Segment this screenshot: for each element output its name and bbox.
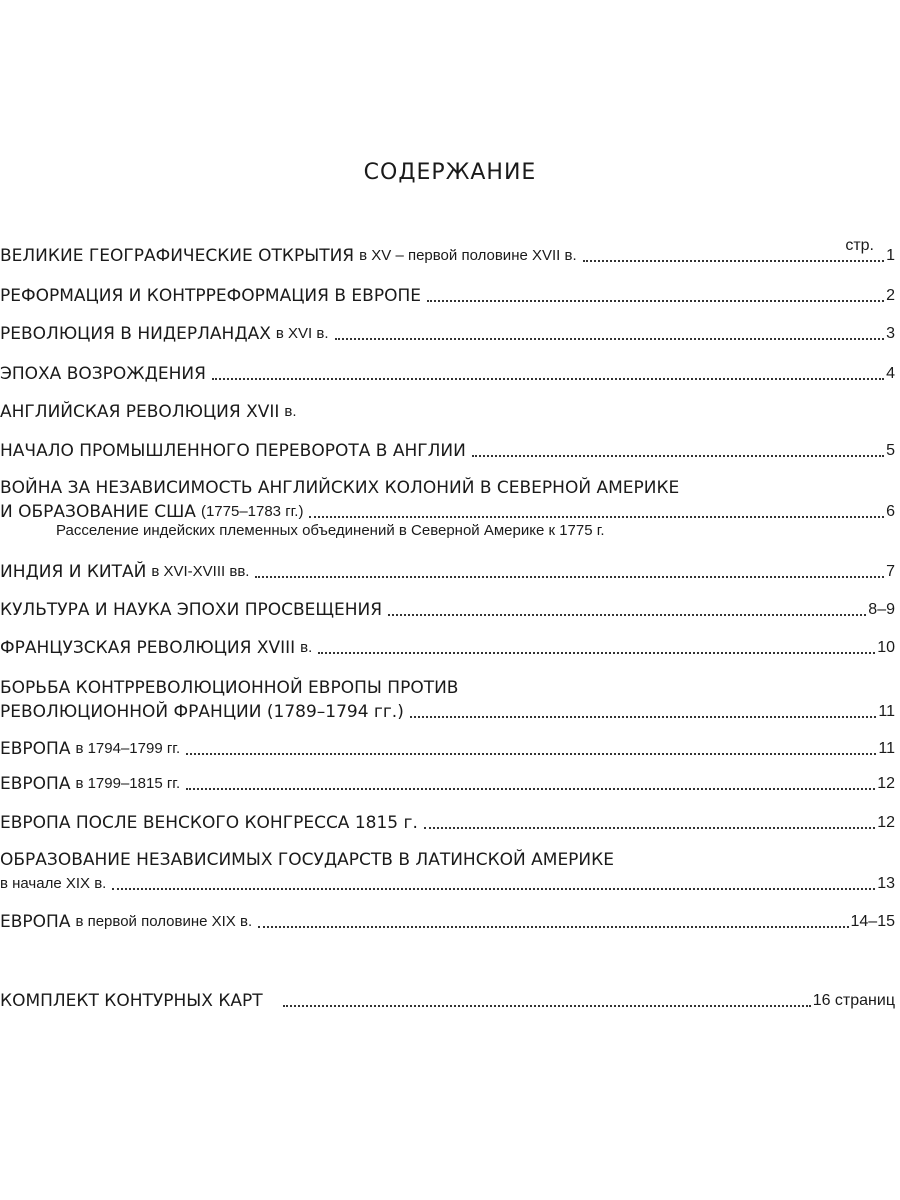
toc-entry[interactable]: [0, 811, 895, 835]
toc-entry-title: ЭПОХА ВОЗРОЖДЕНИЯ: [0, 364, 206, 384]
toc-entry-page: 13: [877, 875, 895, 892]
toc-entry-page: 8–9: [868, 601, 895, 618]
toc-entry[interactable]: [0, 676, 895, 724]
toc-entry-subtitle: в.: [284, 403, 297, 420]
toc-entry-page: 14–15: [850, 913, 895, 930]
toc-entry-title: РЕФОРМАЦИЯ И КОНТРРЕФОРМАЦИЯ В ЕВРОПЕ: [0, 286, 421, 306]
toc-entry[interactable]: [0, 400, 895, 424]
dot-leader: [410, 716, 877, 718]
dot-leader: [112, 888, 875, 890]
toc-entry[interactable]: [0, 848, 895, 896]
toc-entry[interactable]: [0, 598, 895, 622]
dot-leader: [335, 338, 885, 340]
dot-leader: [186, 788, 875, 790]
page-title: СОДЕРЖАНИЕ: [363, 160, 537, 185]
toc-entry-page: 3: [886, 325, 895, 342]
toc-entry-title: ЕВРОПА ПОСЛЕ ВЕНСКОГО КОНГРЕССА 1815 г.: [0, 813, 418, 833]
page-column-label: стр.: [845, 237, 874, 254]
toc-entry-title: КУЛЬТУРА И НАУКА ЭПОХИ ПРОСВЕЩЕНИЯ: [0, 600, 383, 620]
toc-entry-title: ЕВРОПА: [0, 774, 71, 794]
toc-entry[interactable]: [0, 476, 895, 524]
toc-entry-page: 4: [886, 365, 895, 382]
toc-entry-subtitle: в 1794–1799 гг.: [75, 740, 181, 757]
toc-entry-page: 5: [886, 442, 895, 459]
toc-entry-page: 2: [886, 287, 895, 304]
toc-entry-title: НАЧАЛО ПРОМЫШЛЕННОГО ПЕРЕВОРОТА В АНГЛИИ: [0, 441, 466, 461]
toc-entry[interactable]: [0, 244, 895, 268]
dot-leader: [258, 926, 848, 928]
toc-entry-subtitle: в XV – первой половине XVII в.: [359, 247, 577, 264]
toc-entry-subtitle: в XVI-XVIII вв.: [151, 563, 250, 580]
toc-entry[interactable]: [0, 737, 895, 761]
toc-entry-page: 11: [878, 703, 895, 720]
toc-entry-page: 12: [877, 775, 895, 792]
toc-entry[interactable]: [0, 772, 895, 796]
toc-subentry[interactable]: Расселение индейских племенных объединений в Северной Америке к 1775 г.: [56, 522, 605, 539]
toc-entry-title: ВЕЛИКИЕ ГЕОГРАФИЧЕСКИЕ ОТКРЫТИЯ: [0, 246, 355, 266]
toc-entry[interactable]: [0, 284, 895, 308]
toc-entry-title-line1: БОРЬБА КОНТРРЕВОЛЮЦИОННОЙ ЕВРОПЫ ПРОТИВ: [0, 678, 459, 698]
toc-entry-page: 7: [886, 563, 895, 580]
toc-entry-subtitle: в XVI в.: [275, 325, 329, 342]
toc-entry[interactable]: [0, 362, 895, 386]
toc-entry-title: ФРАНЦУЗСКАЯ РЕВОЛЮЦИЯ XVIII: [0, 638, 296, 658]
toc-entry-page: 10: [877, 639, 895, 656]
dot-leader: [212, 378, 884, 380]
toc-entry-page: 1: [886, 247, 895, 264]
dot-leader: [388, 614, 866, 616]
toc-entry-subtitle: в 1799–1815 гг.: [75, 775, 181, 792]
toc-entry[interactable]: [0, 989, 895, 1013]
toc-entry-subtitle: в.: [300, 639, 313, 656]
dot-leader: [255, 576, 884, 578]
dot-leader: [283, 1005, 811, 1007]
dot-leader: [424, 827, 875, 829]
toc-entry-title-line1: ОБРАЗОВАНИЕ НЕЗАВИСИМЫХ ГОСУДАРСТВ В ЛАТИНСКОЙ АМЕРИКЕ: [0, 850, 614, 870]
toc-entry-title: ЕВРОПА: [0, 912, 71, 932]
toc-entry-page: 16 страниц: [812, 992, 895, 1009]
toc-entry-title-line1: ВОЙНА ЗА НЕЗАВИСИМОСТЬ АНГЛИЙСКИХ КОЛОНИЙ В СЕВЕРНОЙ АМЕРИКЕ: [0, 478, 680, 498]
toc-entry-subtitle: в начале XIX в.: [0, 875, 107, 892]
toc-entry[interactable]: [0, 560, 895, 584]
toc-entry-page: 6: [886, 503, 895, 520]
toc-entry-page: 12: [877, 814, 895, 831]
toc-entry-subtitle: (1775–1783 гг.): [200, 503, 304, 520]
dot-leader: [583, 260, 884, 262]
toc-entry-title: ИНДИЯ И КИТАЙ: [0, 562, 147, 582]
toc-entry-title: АНГЛИЙСКАЯ РЕВОЛЮЦИЯ XVII: [0, 402, 280, 422]
toc-entry-page: 11: [878, 740, 895, 757]
toc-entry[interactable]: [0, 910, 895, 934]
dot-leader: [309, 516, 884, 518]
toc-entry-title: РЕВОЛЮЦИЯ В НИДЕРЛАНДАХ: [0, 324, 271, 344]
toc-entry[interactable]: [0, 322, 895, 346]
toc-entry-title: И ОБРАЗОВАНИЕ США: [0, 502, 196, 522]
dot-leader: [472, 455, 884, 457]
toc-entry-title: РЕВОЛЮЦИОННОЙ ФРАНЦИИ (1789–1794 гг.): [0, 702, 404, 722]
toc-entry-title: ЕВРОПА: [0, 739, 71, 759]
toc-entry[interactable]: [0, 636, 895, 660]
dot-leader: [186, 753, 876, 755]
toc-entry-title: КОМПЛЕКТ КОНТУРНЫХ КАРТ: [0, 991, 263, 1011]
toc-entry-subtitle: в первой половине XIX в.: [75, 913, 253, 930]
dot-leader: [318, 652, 875, 654]
toc-entry[interactable]: [0, 439, 895, 463]
dot-leader: [427, 300, 884, 302]
